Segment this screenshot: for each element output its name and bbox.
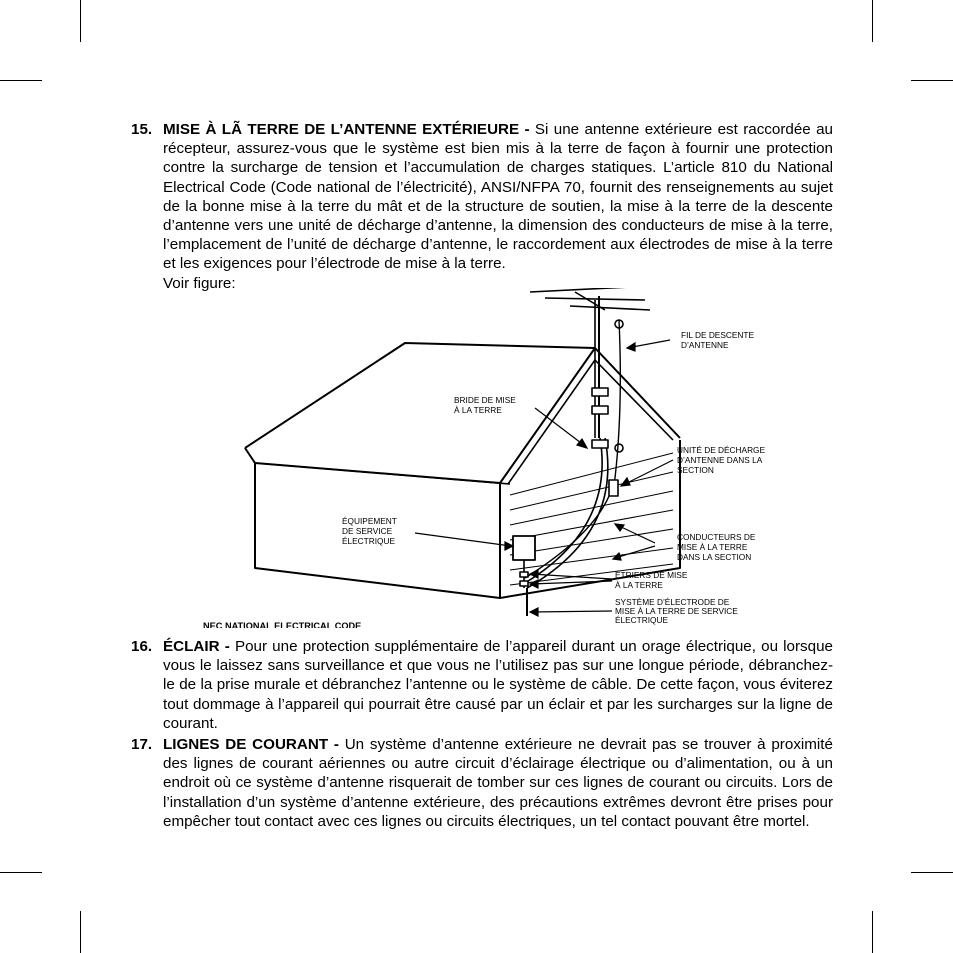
arrowhead: [530, 608, 538, 616]
grounding-diagram: [175, 288, 795, 628]
label-unite: D’ANTENNE DANS LA: [677, 455, 763, 465]
ground-clamp: [592, 406, 608, 414]
item-title: LIGNES DE COURANT -: [163, 736, 339, 753]
discharge-unit: [609, 480, 618, 496]
crop-mark-top-right-h: [911, 80, 953, 81]
label-unite: SECTION: [677, 465, 714, 475]
service-equipment-box: [513, 536, 535, 560]
leader-etriers-2: [531, 581, 612, 584]
roof-side: [245, 343, 595, 448]
crop-mark-bottom-right-v: [872, 911, 873, 953]
ground-clamp: [592, 388, 608, 396]
label-equipement: ÉLECTRIQUE: [342, 536, 396, 546]
roof-gable-inner: [508, 360, 673, 484]
item-text: Pour une protection supplémentaire de l’appareil durant un orage électrique, ou lorsque vous le laissez sans surveillance et que vous ne l’utilisez pas sur une longue période, débranchez-le de la prise murale et débranchez l’antenne ou le système de câble. De cette façon, vous éviterez tout dommage à l’appareil qui pourrait être causé par un éclair et par les surcharges sur la ligne de courant.: [163, 638, 833, 732]
box-ground-clamp: [520, 572, 528, 577]
instruction-item-15: [133, 120, 833, 293]
label-etriers: À LA TERRE: [615, 580, 663, 590]
item-number: 15.: [131, 121, 153, 138]
label-bride: BRIDE DE MISE: [454, 395, 516, 405]
label-fil-descente: FIL DE DESCENTE: [681, 330, 754, 340]
label-conducteurs: DANS LA SECTION: [677, 552, 752, 562]
wire-standoff: [615, 444, 623, 452]
label-bride: À LA TERRE: [454, 405, 502, 415]
leader-sys: [531, 611, 612, 612]
label-etriers: ÉTRIERS DE MISE: [615, 570, 688, 580]
item-text: Un système d’antenne extérieure ne devrait pas se trouver à proximité des lignes de courant aériennes ou autre circuit d’éclairage électrique ou d’alimentation, ou à un endroit où ce système d’antenne risquerait de tomber sur ces lignes de courant ou circuits. Lors de l’installation d’un système d’antenne extérieure, des précautions extrêmes devront être prises pour empêcher tout contact avec ces lignes ou circuits électriques, un tel contact pouvant être mortel.: [163, 736, 833, 830]
crop-mark-top-right-v: [872, 0, 873, 42]
siding-line: [510, 472, 673, 510]
item-15-paragraph: [133, 120, 833, 274]
item-number: 16.: [131, 638, 153, 655]
label-systeme: ÉLECTRIQUE: [615, 615, 669, 625]
label-systeme: MISE À LA TERRE DE SERVICE: [615, 606, 738, 616]
crop-mark-bottom-left-v: [80, 911, 81, 953]
box-ground-clamp: [520, 581, 528, 586]
arrowhead: [621, 478, 630, 486]
label-systeme: SYSTÈME D’ÉLECTRODE DE: [615, 597, 730, 607]
antenna-element: [570, 306, 650, 310]
arrowhead: [530, 580, 538, 588]
label-unite: UNITÉ DE DÉCHARGE: [677, 445, 766, 455]
crop-mark-top-left-h: [0, 80, 42, 81]
antenna-element: [545, 298, 645, 300]
label-conducteurs: CONDUCTEURS DE: [677, 532, 756, 542]
instruction-item-16: [133, 637, 833, 733]
leader-equip: [415, 533, 511, 546]
antenna-element: [530, 288, 650, 292]
siding-line: [510, 453, 673, 495]
see-figure-label: Voir figure:: [163, 274, 236, 292]
item-number: 17.: [131, 736, 153, 753]
ground-clamp: [592, 440, 608, 448]
figure-footer: NEC NATIONAL ELECTRICAL CODE: [203, 621, 362, 628]
label-equipement: ÉQUIPEMENT: [342, 516, 397, 526]
label-equipement: DE SERVICE: [342, 526, 393, 536]
crop-mark-top-left-v: [80, 0, 81, 42]
arrowhead: [505, 542, 513, 550]
siding-line: [510, 491, 673, 525]
antenna-grounding-figure: [175, 288, 795, 628]
roof-eave-line: [255, 463, 510, 484]
label-fil-descente: D’ANTENNE: [681, 340, 729, 350]
instruction-item-17: [133, 735, 833, 831]
crop-mark-bottom-left-h: [0, 872, 42, 873]
item-title: ÉCLAIR -: [163, 638, 230, 655]
crop-mark-bottom-right-h: [911, 872, 953, 873]
item-title: MISE À LÃ TERRE DE L’ANTENNE EXTÉRIEURE -: [163, 121, 530, 138]
label-conducteurs: MISE À LA TERRE: [677, 542, 748, 552]
item-text: Si une antenne extérieure est raccordée au récepteur, assurez-vous que le système est bien mis à la terre de façon à fournir une protection contre la surcharge de tension et l’accumulation de charges statiques. L’article 810 du National Electrical Code (Code national de l’électricité), ANSI/NFPA 70, fournit des renseignements au sujet de la bonne mise à la terre du mât et de la structure de soutien, la mise à la terre de la descente d’antenne vers une unité de décharge d’antenne, la dimension des conducteurs de mise à la terre, l’emplacement de l’unité de décharge d’antenne, le raccordement aux électrodes de mise à la terre et les exigences pour l’électrode de mise à la terre.: [163, 121, 833, 273]
leader-cond-2: [615, 546, 655, 558]
arrowhead: [615, 524, 624, 531]
leader-bride: [535, 408, 585, 446]
arrowhead: [627, 343, 635, 351]
arrowhead: [613, 553, 621, 560]
